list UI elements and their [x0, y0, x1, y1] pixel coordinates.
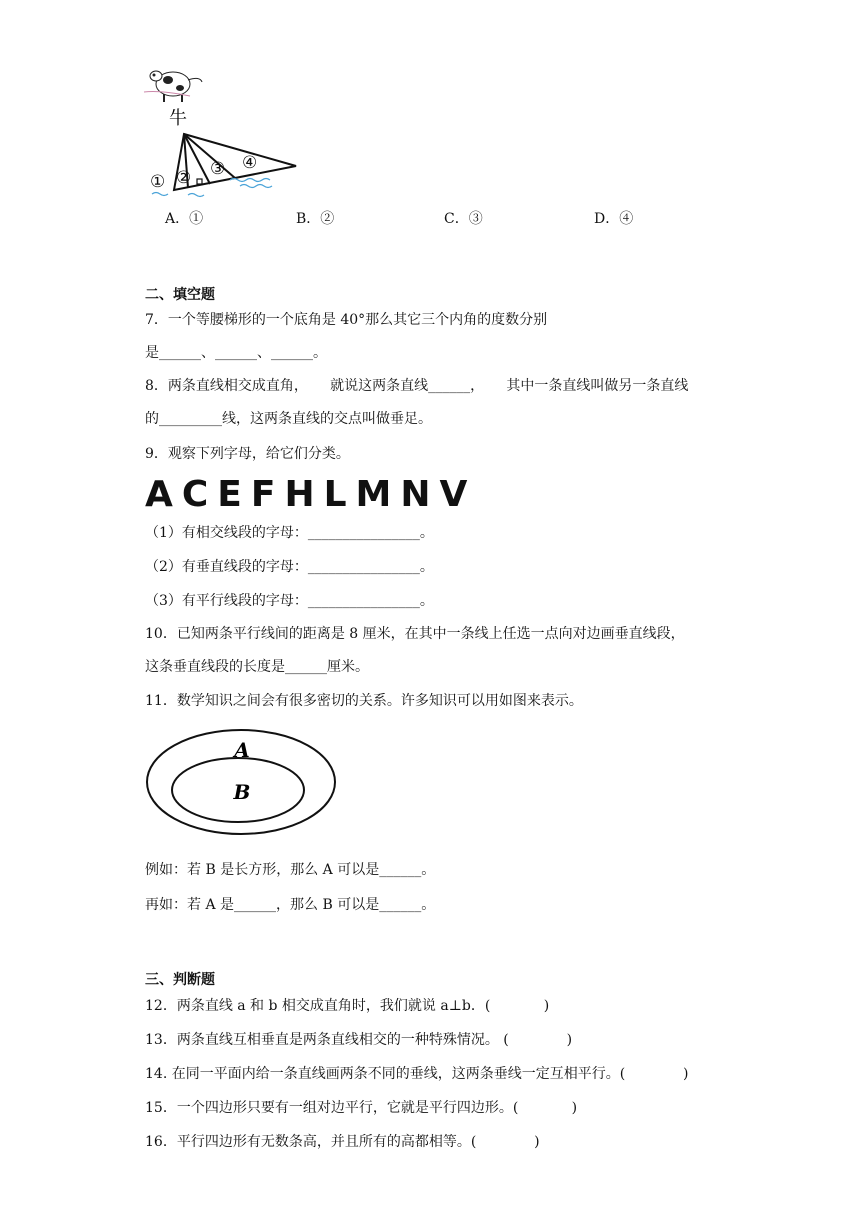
- q16: 16．平行四边形有无数条高，并且所有的高都相等。( ): [145, 1134, 540, 1150]
- section-title-judgement: 三、判断题: [145, 972, 215, 988]
- q7-line2: 是______、______、______。: [145, 345, 327, 361]
- q9-sub2: （2）有垂直线段的字母：________________。: [145, 559, 434, 575]
- q8-line1: 8．两条直线相交成直角， 就说这两条直线______， 其中一条直线叫做另一条直线: [145, 378, 689, 394]
- q14: 14. 在同一平面内给一条直线画两条不同的垂线，这两条垂线一定互相平行。( ): [145, 1066, 689, 1082]
- triangle-lines: [174, 134, 296, 190]
- q9-line1: 9．观察下列字母，给它们分类。: [145, 446, 350, 462]
- venn-diagram: [144, 728, 340, 840]
- q13: 13．两条直线互相垂直是两条直线相交的一种特殊情况。 ( ): [145, 1032, 573, 1048]
- marker-4: ④: [242, 153, 258, 173]
- right-angle-mark: [197, 179, 202, 184]
- q10-line1: 10．已知两条平行线间的距离是 8 厘米，在其中一条线上任选一点向对边画垂直线段，: [145, 626, 685, 642]
- option-b: B．②: [296, 211, 335, 227]
- cow-icon: [144, 71, 202, 102]
- marker-3: ③: [210, 159, 226, 179]
- q11-line1: 11．数学知识之间会有很多密切的关系。许多知识可以用如图来表示。: [145, 693, 583, 709]
- q11-example: 例如：若 B 是长方形，那么 A 可以是______。: [145, 862, 436, 878]
- q11-again: 再如：若 A 是______，那么 B 可以是______。: [145, 897, 436, 913]
- water-waves: [152, 179, 272, 197]
- q8-line2: 的_________线，这两条直线的交点叫做垂足。: [145, 411, 432, 427]
- q10-line2: 这条垂直线段的长度是______厘米。: [145, 659, 369, 675]
- cow-label: 牛: [169, 108, 187, 129]
- outer-label: A: [234, 738, 250, 762]
- marker-1: ①: [150, 172, 166, 192]
- q15: 15．一个四边形只要有一组对边平行，它就是平行四边形。( ): [145, 1100, 578, 1116]
- section-title-fill-blank: 二、填空题: [145, 287, 215, 303]
- q9-letters: ACEFHLMNV: [145, 474, 477, 515]
- q9-sub1: （1）有相交线段的字母：________________。: [145, 525, 434, 541]
- option-c: C．③: [444, 211, 483, 227]
- q7-line1: 7．一个等腰梯形的一个底角是 40°那么其它三个内角的度数分别: [145, 312, 548, 328]
- marker-2: ②: [176, 168, 192, 188]
- inner-label: B: [233, 780, 251, 804]
- option-a: A．①: [165, 211, 204, 227]
- q12: 12．两条直线 a 和 b 相交成直角时，我们就说 a⊥b．( ): [145, 998, 550, 1014]
- cow-triangle-figure: [140, 62, 310, 200]
- option-d: D．④: [594, 211, 634, 227]
- q9-sub3: （3）有平行线段的字母：________________。: [145, 593, 434, 609]
